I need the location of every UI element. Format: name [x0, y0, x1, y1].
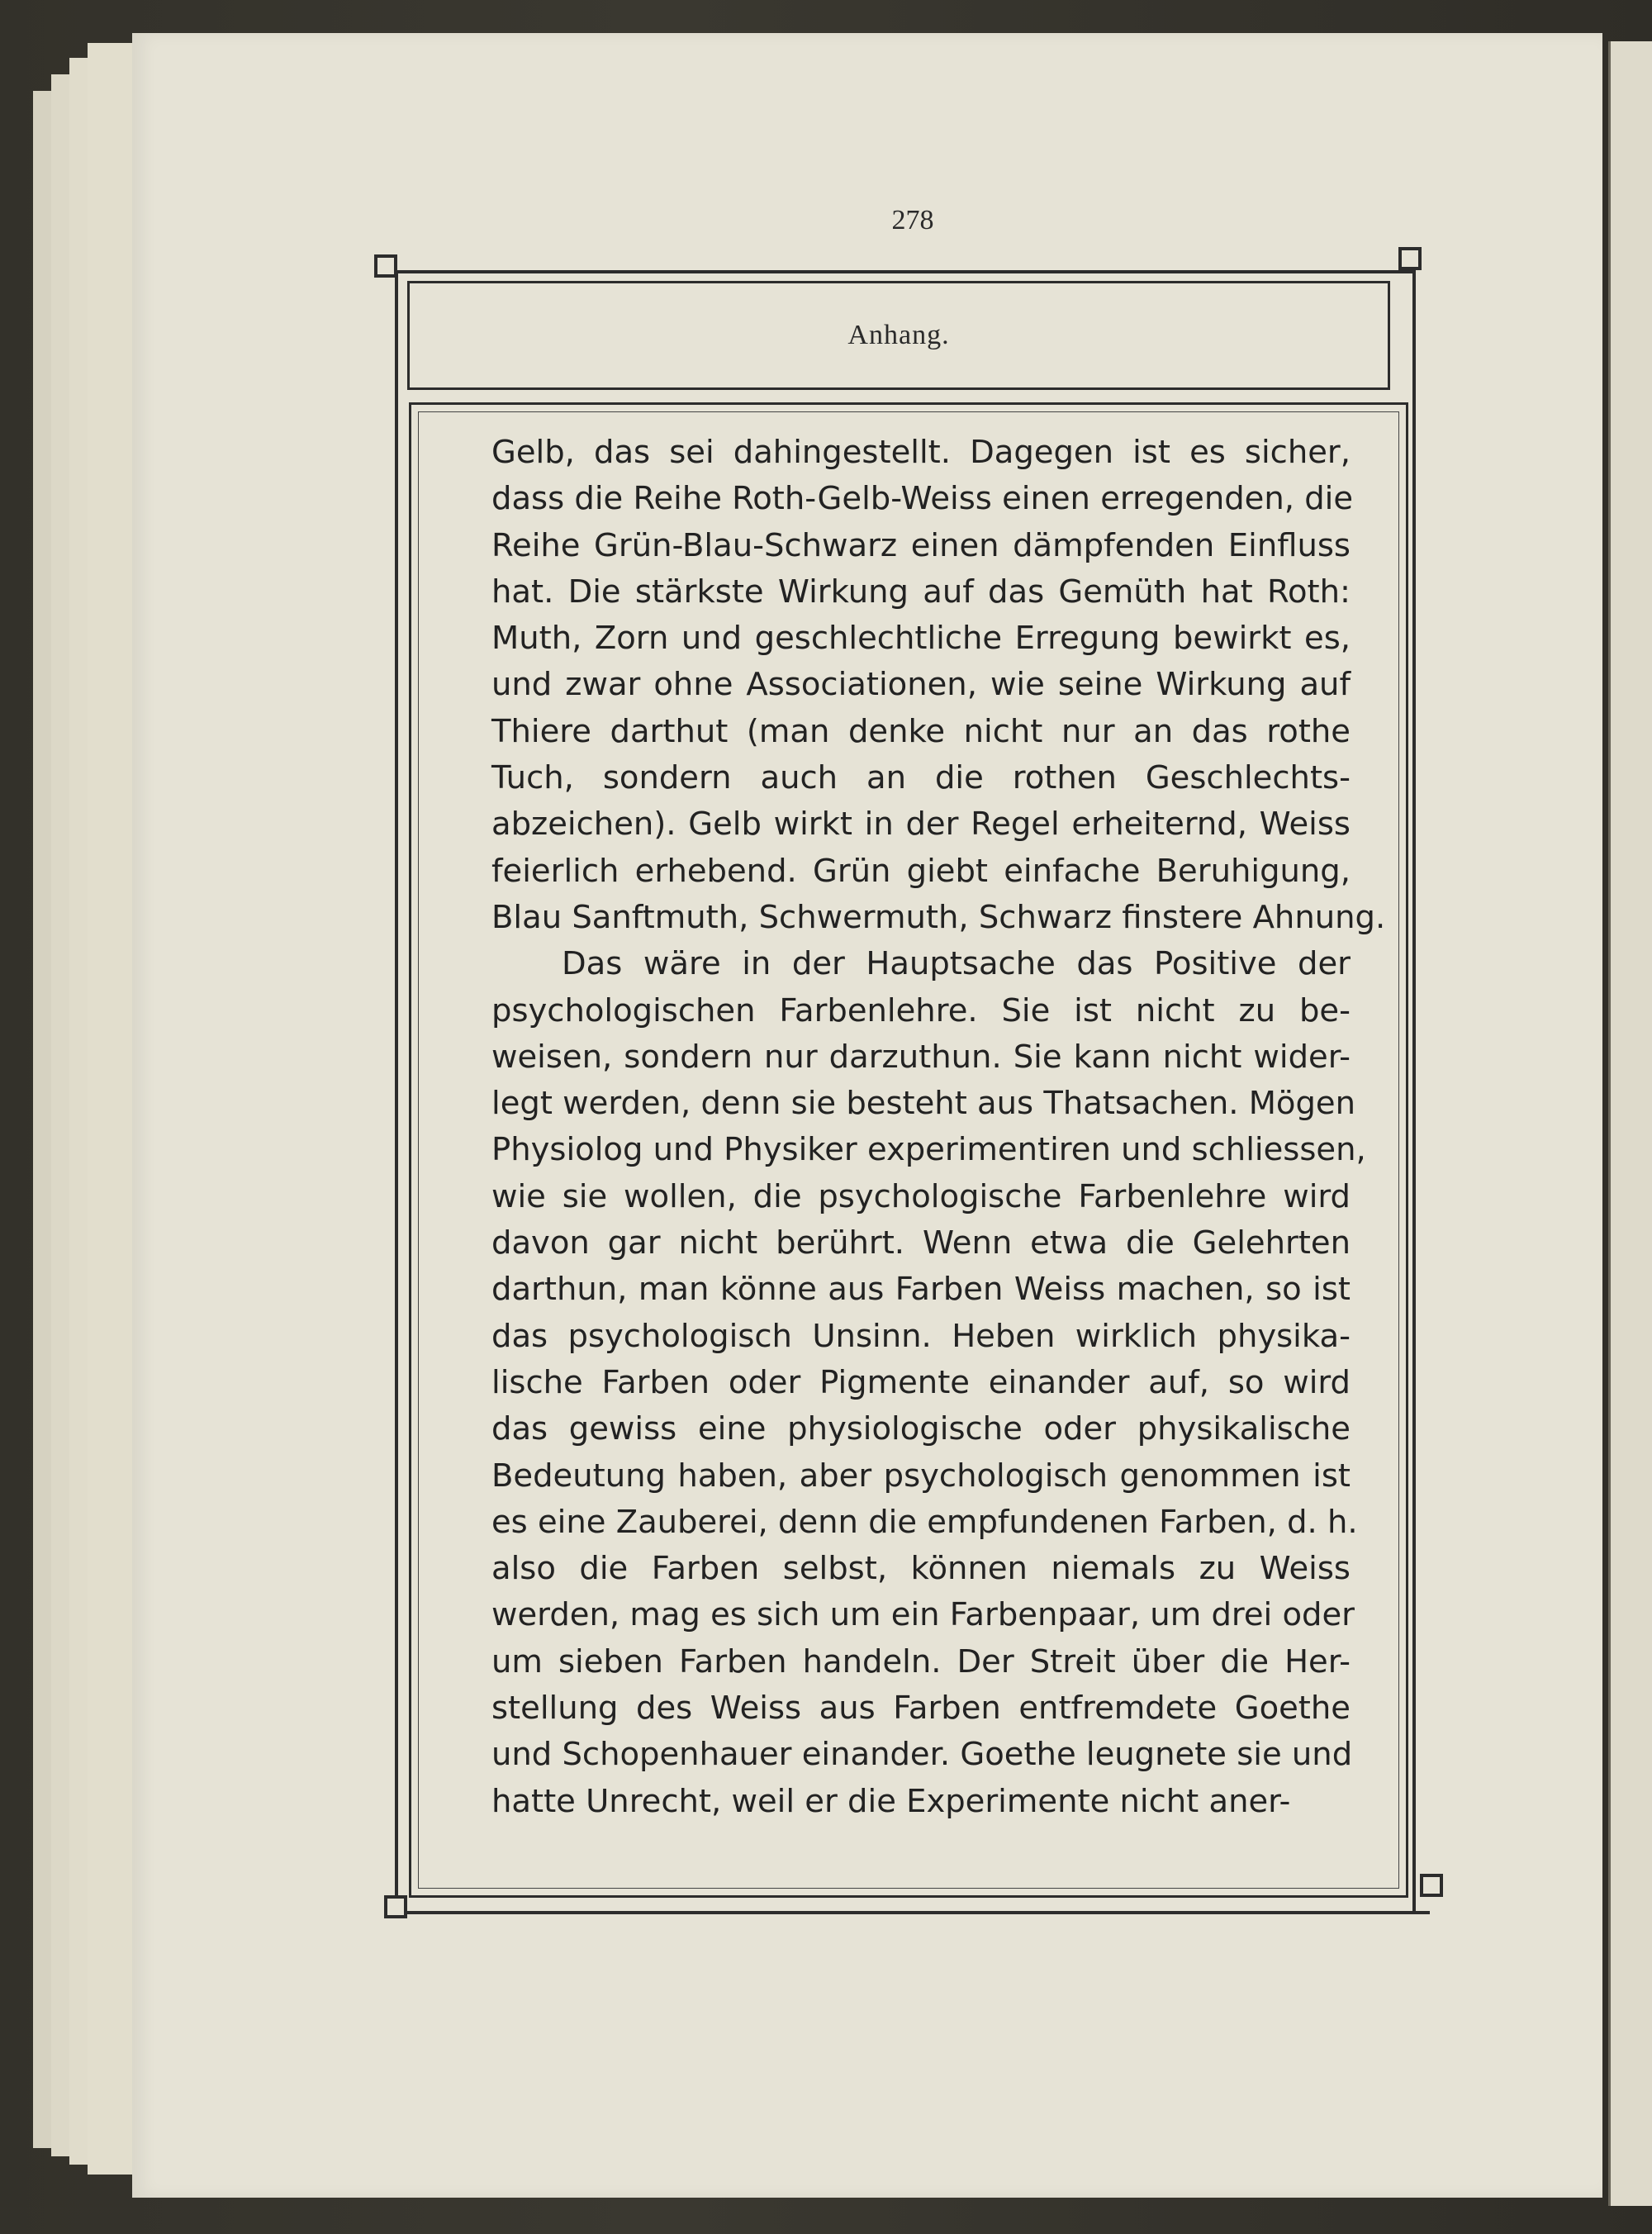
text-line: Das wäre in der Hauptsache das Positive der: [562, 945, 1351, 983]
text-line: Thiere darthut (man denke nicht nur an das rothe: [491, 712, 1351, 750]
text-line: also die Farben selbst, können niemals zu Weiss: [491, 1550, 1351, 1588]
text-line: Blau Sanftmuth, Schwermuth, Schwarz finstere Ahnung.: [491, 898, 1386, 936]
page-number: 278: [891, 205, 934, 235]
text-line: und Schopenhauer einander. Goethe leugnete sie und: [491, 1736, 1353, 1774]
text-line: stellung des Weiss aus Farben entfremdete Goethe: [491, 1690, 1351, 1728]
next-page-edge: [1608, 41, 1652, 2206]
text-line: Muth, Zorn und geschlechtliche Erregung bewirkt es,: [491, 620, 1351, 658]
frame-right-line: [1412, 270, 1416, 1914]
text-line: lische Farben oder Pigmente einander auf, so wird: [491, 1363, 1351, 1401]
text-line: legt werden, denn sie besteht aus Thatsachen. Mögen: [491, 1085, 1356, 1123]
text-line: weisen, sondern nur darzuthun. Sie kann nicht wider-: [491, 1038, 1351, 1076]
text-line: es eine Zauberei, denn die empfundenen Farben, d. h.: [491, 1503, 1358, 1541]
text-line: abzeichen). Gelb wirkt in der Regel erheiternd, Weiss: [491, 806, 1351, 844]
text-line: um sieben Farben handeln. Der Streit über die Her-: [491, 1642, 1351, 1680]
text-line: darthun, man könne aus Farben Weiss machen, so ist: [491, 1271, 1351, 1309]
text-line: hat. Die stärkste Wirkung auf das Gemüth hat Roth:: [491, 573, 1351, 611]
text-line: das psychologisch Unsinn. Heben wirklich physika-: [491, 1317, 1351, 1355]
text-line: feierlich erhebend. Grün giebt einfache Beruhigung,: [491, 852, 1351, 890]
text-line: psychologischen Farbenlehre. Sie ist nicht zu be-: [491, 991, 1351, 1029]
text-line: Physiolog und Physiker experimentiren und schliessen,: [491, 1131, 1366, 1169]
frame-corner-ornament: [1420, 1874, 1443, 1897]
frame-bottom-line: [395, 1911, 1430, 1914]
frame-corner-ornament: [384, 1895, 407, 1918]
text-line: Reihe Grün-Blau-Schwarz einen dämpfenden Einfluss: [491, 526, 1351, 564]
frame-left-line: [395, 270, 398, 1914]
frame-corner-ornament: [1398, 247, 1422, 270]
text-line: hatte Unrecht, weil er die Experimente nicht aner-: [491, 1782, 1291, 1820]
frame-top-line: [388, 270, 1412, 273]
frame-corner-ornament: [374, 254, 397, 278]
page-body-text: [491, 430, 1386, 1825]
text-line: Gelb, das sei dahingestellt. Dagegen ist es sicher,: [491, 434, 1351, 471]
text-line: und zwar ohne Associationen, wie seine Wirkung auf: [491, 666, 1351, 704]
text-line: davon gar nicht berührt. Wenn etwa die Gelehrten: [491, 1224, 1351, 1262]
running-header: Anhang.: [847, 320, 950, 350]
text-line: dass die Reihe Roth-Gelb-Weiss einen erregenden, die: [491, 480, 1354, 518]
text-line: das gewiss eine physiologische oder physikalische: [491, 1410, 1351, 1448]
text-line: wie sie wollen, die psychologische Farbenlehre wird: [491, 1177, 1351, 1215]
text-line: Bedeutung haben, aber psychologisch genommen ist: [491, 1457, 1351, 1495]
text-line: werden, mag es sich um ein Farbenpaar, um drei oder: [491, 1596, 1355, 1634]
text-line: Tuch, sondern auch an die rothen Geschlechts-: [491, 759, 1351, 797]
header-box: [407, 281, 1390, 390]
